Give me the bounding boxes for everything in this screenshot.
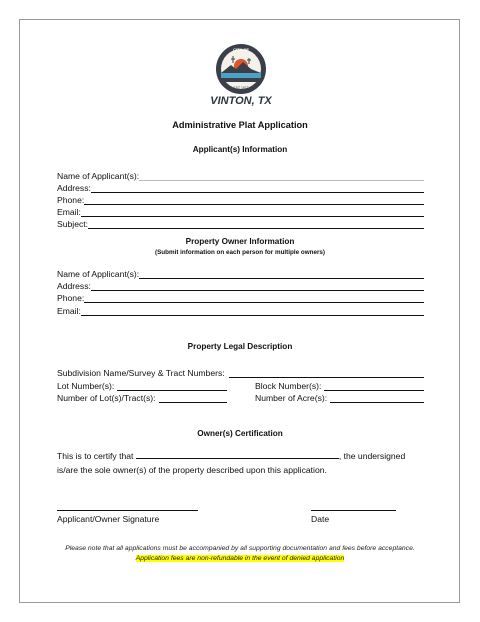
lot-numbers-field[interactable] [117, 382, 227, 391]
owner-name-row [57, 268, 424, 279]
lot-numbers-label: Lot Number(s): [57, 381, 115, 391]
subdivision-label: Subdivision Name/Survey & Tract Numbers: [57, 368, 225, 378]
block-numbers-field[interactable] [324, 382, 424, 391]
certification-suffix: , the undersigned [338, 451, 406, 461]
applicant-address-field[interactable] [91, 184, 424, 193]
applicant-address-label: Address: [57, 183, 91, 193]
subdivision-field[interactable] [229, 369, 424, 378]
subdivision-row [57, 367, 424, 378]
footer-note-highlight: Application fees are non-refundable in the event of denied application [135, 555, 345, 562]
owner-address-label: Address: [57, 281, 91, 291]
owner-address-row [57, 280, 424, 291]
signature-label: Applicant/Owner Signature [57, 514, 160, 524]
applicant-phone-row [57, 194, 424, 205]
applicant-name-field[interactable] [139, 172, 424, 181]
lot-numbers-row [57, 380, 227, 391]
date-line[interactable] [311, 510, 396, 511]
logo-est-text: EST 1977 [233, 86, 249, 90]
block-numbers-row [255, 380, 424, 391]
logo-city-name: VINTON, TX [210, 95, 272, 107]
owner-phone-field[interactable] [84, 294, 424, 303]
certification-prefix: This is to certify that [57, 451, 134, 461]
legal-heading: Property Legal Description [187, 342, 293, 351]
applicant-name-label: Name of Applicant(s): [57, 171, 140, 181]
certified-owner-field[interactable] [136, 450, 339, 459]
owner-email-row [57, 305, 424, 316]
footer-note [50, 544, 430, 564]
owner-email-label: Email: [57, 306, 81, 316]
acres-label: Number of Acre(s): [255, 393, 328, 403]
city-logo [210, 42, 272, 114]
block-numbers-label: Block Number(s): [255, 381, 322, 391]
logo-top-text: CITY OF [233, 47, 249, 52]
owner-heading: Property Owner Information [185, 237, 295, 246]
owner-subheading: (Submit information on each person for multiple owners) [154, 249, 326, 256]
applicant-phone-field[interactable] [84, 196, 424, 205]
certification-line2: is/are the sole owner(s) of the property described upon this application. [57, 464, 327, 475]
signature-line[interactable] [57, 510, 198, 511]
applicant-phone-label: Phone: [57, 195, 85, 205]
lot-tract-count-field[interactable] [159, 394, 227, 403]
applicant-email-row [57, 206, 424, 217]
owner-phone-row [57, 292, 424, 303]
owner-phone-label: Phone: [57, 293, 85, 303]
acres-row [255, 392, 424, 403]
applicant-subject-label: Subject: [57, 219, 89, 229]
lot-tract-count-label: Number of Lot(s)/Tract(s): [57, 393, 156, 403]
applicant-email-field[interactable] [81, 208, 424, 217]
date-label: Date [311, 514, 330, 524]
acres-field[interactable] [330, 394, 424, 403]
form-title: Administrative Plat Application [172, 120, 308, 130]
applicant-subject-row [57, 218, 424, 229]
footer-note-text: Please note that all applications must be accompanied by all supporting documentation and fees before acceptance. [65, 545, 415, 552]
owner-email-field[interactable] [81, 307, 424, 316]
certification-heading: Owner(s) Certification [197, 429, 283, 438]
applicant-address-row [57, 182, 424, 193]
applicant-heading: Applicant(s) Information [192, 145, 288, 154]
owner-address-field[interactable] [91, 282, 424, 291]
lot-tract-count-row [57, 392, 227, 403]
applicant-email-label: Email: [57, 207, 81, 217]
owner-name-label: Name of Applicant(s): [57, 269, 140, 279]
applicant-name-row [57, 170, 424, 181]
applicant-subject-field[interactable] [88, 220, 424, 229]
certification-text [57, 450, 425, 477]
owner-name-field[interactable] [139, 270, 424, 279]
